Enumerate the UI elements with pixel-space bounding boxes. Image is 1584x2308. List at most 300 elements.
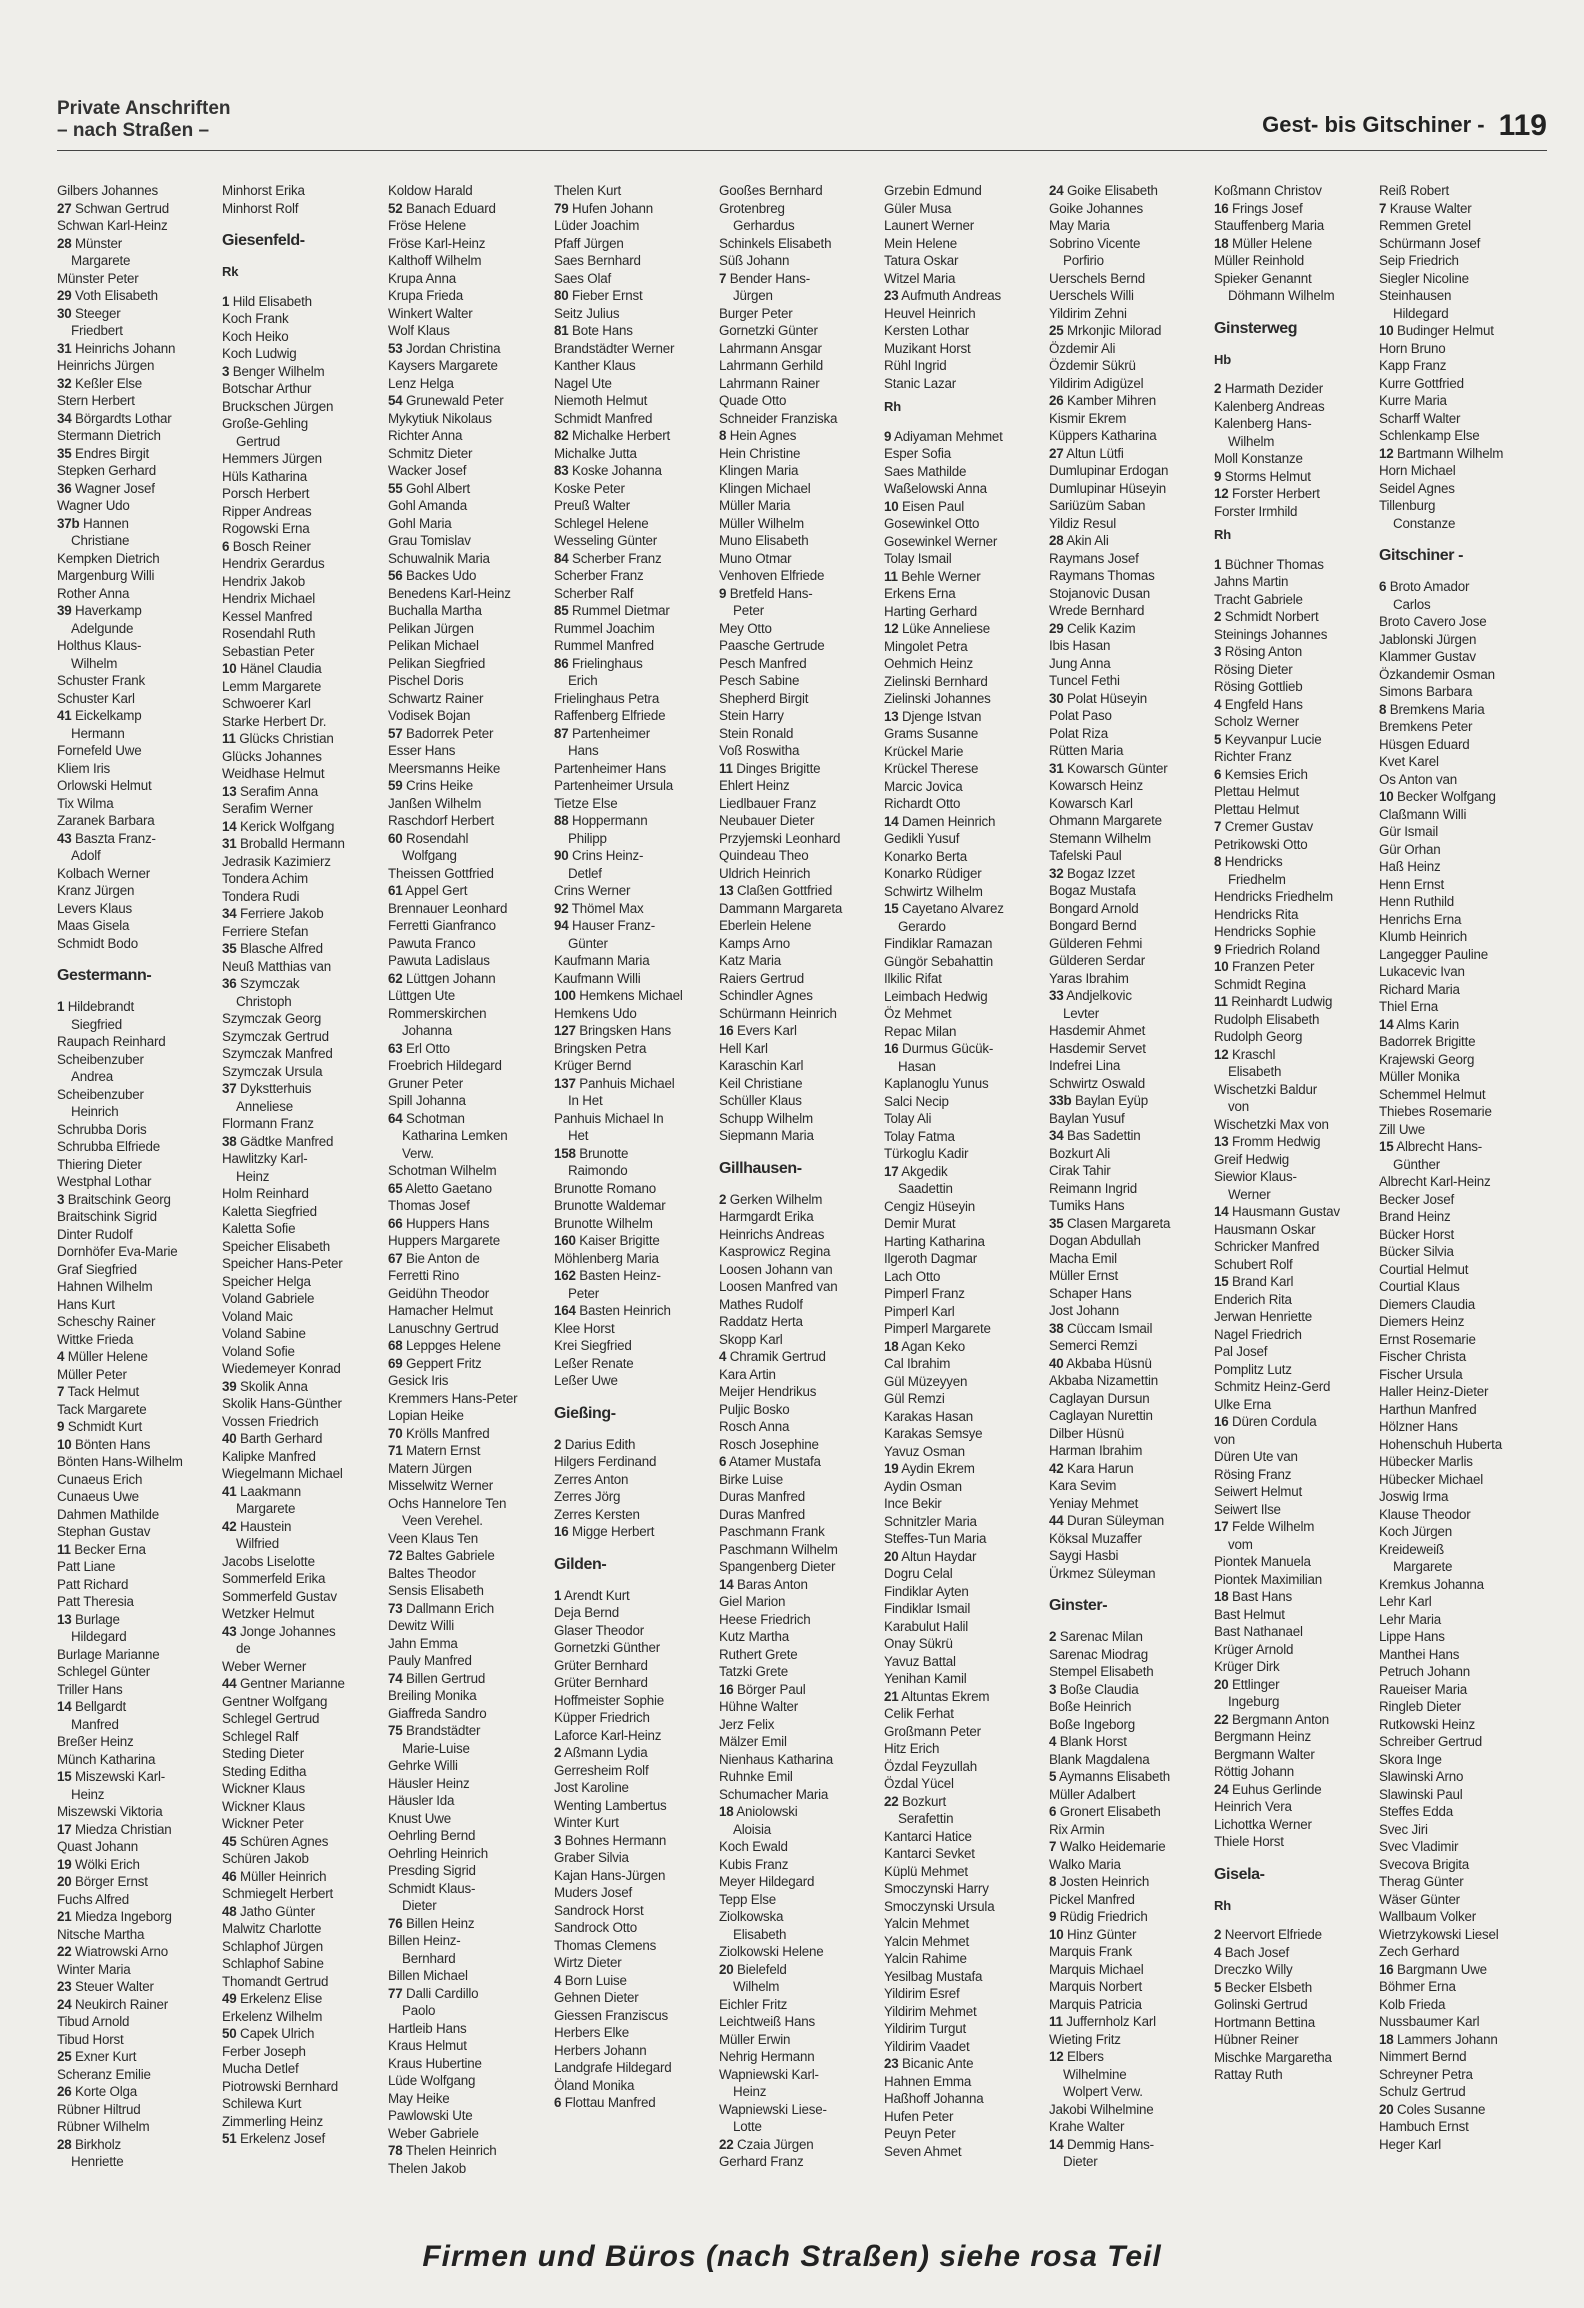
resident-name: Miedza Ingeborg <box>71 1909 172 1924</box>
resident-entry: Panhuis Michael In <box>554 1110 664 1126</box>
house-number: 32 <box>1049 865 1064 881</box>
resident-entry: Brennauer Leonhard <box>388 900 508 916</box>
resident-entry: Wacker Josef <box>388 463 467 478</box>
resident-name: Blasche Alfred <box>236 941 323 956</box>
resident-entry: Onay Sükrü <box>884 1636 953 1651</box>
resident-entry: Katz Maria <box>719 953 781 968</box>
entry-continuation: Saadettin <box>898 1181 953 1196</box>
resident-entry: Mein Helene <box>884 235 957 251</box>
resident-entry: Cunaeus Erich <box>57 1471 143 1487</box>
house-number: 16 <box>1214 1414 1229 1429</box>
resident-entry: Stanic Lazar <box>884 375 957 391</box>
street-heading: Ginsterweg <box>1214 319 1298 337</box>
resident-entry: Kremmers Hans-Peter <box>388 1390 518 1406</box>
resident-name: Aufmuth Andreas <box>898 288 1002 303</box>
resident-entry: Partenheimer Hans <box>554 760 666 776</box>
house-number: 39 <box>222 1378 237 1394</box>
resident-entry: Holm Reinhard <box>222 1186 309 1201</box>
resident-entry: Joswig Irma <box>1379 1489 1449 1504</box>
resident-name: Aydin Ekrem <box>898 1461 975 1476</box>
resident-entry: Aydin Osman <box>884 1478 962 1494</box>
resident-name: Forster Herbert <box>1228 486 1320 501</box>
resident-entry <box>57 305 221 323</box>
house-number: 14 <box>1049 2136 1064 2152</box>
resident-entry: Kaletta Siegfried <box>222 1203 317 1219</box>
resident-entry: Scheibenzuber <box>57 1051 144 1067</box>
resident-entry: Schrubba Doris <box>57 1121 147 1137</box>
resident-entry: Thomandt Gertrud <box>222 1973 329 1989</box>
resident-name: Aßmann Lydia <box>561 1745 648 1760</box>
house-number: 14 <box>57 1699 72 1714</box>
house-number: 7 <box>719 270 727 286</box>
resident-entry: Hasdemir Ahmet <box>1049 1023 1146 1038</box>
resident-entry: Tondera Achim <box>222 871 308 886</box>
resident-entry: Simons Barbara <box>1379 684 1473 699</box>
resident-entry: Pickel Manfred <box>1049 1891 1135 1907</box>
resident-entry: Wickner Klaus <box>222 1798 305 1814</box>
resident-name: Friedrich Roland <box>1221 941 1320 957</box>
resident-entry <box>719 1022 883 1040</box>
resident-entry: Fröse Helene <box>388 218 466 233</box>
resident-entry: Holthus Klaus- <box>57 638 142 653</box>
resident-entry: Kessel Manfred <box>222 608 313 624</box>
resident-name: Miszewski Karl- <box>71 1769 166 1784</box>
resident-name: Jordan Christina <box>402 340 501 356</box>
house-number: 20 <box>719 1961 734 1977</box>
resident-name: Endres Birgit <box>71 445 150 461</box>
resident-entry <box>719 1681 883 1699</box>
resident-name: Dykstterhuis <box>236 1081 312 1096</box>
resident-entry: Güler Musa <box>884 200 952 216</box>
resident-entry: Wolf Klaus <box>388 323 450 338</box>
resident-entry <box>388 777 552 795</box>
house-number: 1 <box>1214 556 1222 572</box>
resident-entry: Veen Klaus Ten <box>388 1530 479 1546</box>
resident-entry: Hemmers Jürgen <box>222 451 322 466</box>
resident-name: Bozkurt <box>898 1793 947 1809</box>
resident-entry: Smoczynski Harry <box>884 1881 989 1896</box>
resident-entry <box>388 1425 552 1443</box>
house-number: 5 <box>1214 1979 1222 1995</box>
resident-entry: Reiß Robert <box>1379 183 1449 198</box>
street-heading: Ginster- <box>1049 1597 1108 1614</box>
resident-entry: Harman Ibrahim <box>1049 1443 1143 1458</box>
resident-entry: Haß Heinz <box>1379 859 1441 874</box>
district-code: Hb <box>1214 351 1231 367</box>
resident-entry: Benedens Karl-Heinz <box>388 585 511 601</box>
resident-entry: Zielinski Bernhard <box>884 673 988 689</box>
resident-name: Börger Ernst <box>71 1874 148 1889</box>
resident-name: Lammers Johann <box>1393 2031 1498 2047</box>
entry-continuation: Henriette <box>71 2154 124 2169</box>
resident-name: Haustein <box>236 1518 292 1534</box>
resident-entry <box>222 1080 386 1098</box>
resident-entry: Sensis Elisabeth <box>388 1583 484 1598</box>
resident-entry: Fischer Christa <box>1379 1349 1467 1364</box>
house-number: 31 <box>222 836 237 851</box>
house-number: 18 <box>1214 1589 1229 1604</box>
resident-entry <box>719 1576 883 1594</box>
resident-entry: Kismir Ekrem <box>1049 410 1127 426</box>
resident-name: Mrkonjic Milorad <box>1063 323 1162 338</box>
entry-continuation: Wolfgang <box>402 848 457 863</box>
resident-entry <box>1214 608 1378 626</box>
resident-entry: Flormann Franz <box>222 1116 314 1131</box>
resident-entry <box>884 1040 1048 1058</box>
entry-continuation: de <box>236 1641 251 1656</box>
house-number: 23 <box>884 288 899 303</box>
resident-entry <box>554 1145 718 1163</box>
house-number: 31 <box>1049 760 1064 776</box>
resident-entry: Rummel Joachim <box>554 620 655 636</box>
house-number: 3 <box>1214 644 1222 659</box>
house-number: 13 <box>57 1611 72 1627</box>
house-number: 8 <box>1379 701 1387 717</box>
resident-name: Alms Karin <box>1393 1016 1460 1032</box>
resident-entry: Horn Bruno <box>1379 340 1446 356</box>
resident-entry: Hendrix Gerardus <box>222 556 325 571</box>
resident-entry: Krajewski Georg <box>1379 1051 1475 1067</box>
house-number: 164 <box>554 1303 576 1318</box>
resident-entry <box>1049 620 1213 638</box>
entry-continuation: Katharina Lemken <box>402 1128 508 1143</box>
resident-entry: Kara Sevim <box>1049 1478 1117 1493</box>
resident-entry: Jerz Felix <box>719 1716 775 1732</box>
resident-entry <box>719 882 883 900</box>
house-number: 13 <box>719 883 734 898</box>
resident-entry: Winter Maria <box>57 1961 131 1977</box>
resident-name: Behle Werner <box>897 568 981 584</box>
resident-entry: Dogru Celal <box>884 1566 953 1581</box>
resident-entry: Kalenberg Andreas <box>1214 398 1325 414</box>
resident-entry: Sommerfeld Erika <box>222 1571 326 1586</box>
resident-entry: Rix Armin <box>1049 1821 1105 1837</box>
entry-continuation: Hildegard <box>71 1629 127 1644</box>
resident-name: Darius Edith <box>561 1436 636 1452</box>
resident-entry: Lippe Hans <box>1379 1629 1445 1644</box>
resident-entry: Jedrasik Kazimierz <box>222 853 331 869</box>
resident-entry: Raffenberg Elfriede <box>554 708 666 723</box>
resident-entry <box>1214 643 1378 661</box>
house-number: 8 <box>1049 1874 1057 1889</box>
house-number: 1 <box>57 999 65 1014</box>
page-header <box>57 98 1547 150</box>
resident-entry <box>1379 200 1543 218</box>
resident-name: Bender Hans- <box>726 270 810 286</box>
resident-entry: Peuyn Peter <box>884 2126 956 2141</box>
resident-entry <box>1049 445 1213 463</box>
resident-entry: Konarko Rüdiger <box>884 866 982 881</box>
house-number: 6 <box>222 538 230 554</box>
resident-entry: Pomplitz Lutz <box>1214 1361 1292 1377</box>
street-heading: Gillhausen- <box>719 1159 802 1177</box>
house-number: 22 <box>1214 1711 1229 1727</box>
house-number: 10 <box>884 498 899 514</box>
resident-entry <box>1379 1138 1543 1156</box>
resident-entry: Pawuta Ladislaus <box>388 953 490 968</box>
resident-name: Billen Heinz <box>402 1915 475 1931</box>
resident-entry: Muno Otmar <box>719 550 792 566</box>
resident-entry: Harting Gerhard <box>884 603 978 619</box>
resident-name: Bartmann Wilhelm <box>1393 445 1504 461</box>
house-number: 42 <box>222 1518 237 1534</box>
resident-entry: Salci Necip <box>884 1093 949 1109</box>
resident-entry: Ziolkowski Helene <box>719 1944 824 1959</box>
resident-name: Harmath Dezider <box>1221 381 1323 396</box>
resident-entry: Schmidt Bodo <box>57 935 138 951</box>
resident-entry: Bücker Horst <box>1379 1226 1454 1242</box>
resident-entry: Schubert Rolf <box>1214 1256 1293 1272</box>
house-number: 37 <box>222 1081 237 1096</box>
house-number: 17 <box>884 1163 899 1179</box>
resident-name: Koske Johanna <box>568 463 662 478</box>
resident-entry <box>1214 1711 1378 1729</box>
resident-entry: Eberlein Helene <box>719 918 812 933</box>
resident-entry <box>554 462 718 480</box>
resident-entry <box>57 1191 221 1209</box>
resident-entry: Gohl Maria <box>388 515 452 531</box>
resident-entry: Quade Otto <box>719 393 787 408</box>
resident-entry <box>57 1943 221 1961</box>
entry-continuation: Adolf <box>71 848 101 863</box>
house-number: 9 <box>1214 941 1222 957</box>
resident-entry: Paschmann Wilhelm <box>719 1541 838 1557</box>
resident-entry: Tibud Arnold <box>57 2014 130 2029</box>
entry-continuation: Margarete <box>236 1501 296 1516</box>
resident-name: Hinz Günter <box>1063 1926 1137 1942</box>
resident-name: Laakmann <box>236 1483 301 1499</box>
resident-entry: Repac Milan <box>884 1023 957 1039</box>
resident-entry <box>554 1075 718 1093</box>
resident-entry: Rosch Anna <box>719 1419 790 1434</box>
resident-name: Steuer Walter <box>71 1979 154 1994</box>
house-number: 48 <box>222 1903 237 1919</box>
resident-entry: Tietze Else <box>554 795 618 811</box>
resident-entry: Boße Heinrich <box>1049 1699 1132 1714</box>
resident-entry: Braitschink Sigrid <box>57 1209 157 1224</box>
house-number: 20 <box>1214 1676 1229 1692</box>
resident-entry: Stein Ronald <box>719 725 794 741</box>
resident-entry: Richard Maria <box>1379 981 1460 997</box>
resident-entry: Waßelowski Anna <box>884 481 987 496</box>
resident-entry <box>222 1990 386 2008</box>
resident-entry: Hahnen Emma <box>884 2073 972 2089</box>
resident-name: Arendt Kurt <box>561 1587 630 1603</box>
resident-entry <box>1214 1676 1378 1694</box>
resident-entry: Demir Murat <box>884 1216 956 1231</box>
resident-entry: Schlegel Günter <box>57 1664 151 1679</box>
resident-entry <box>1214 1926 1378 1944</box>
resident-entry: Os Anton van <box>1379 771 1457 787</box>
resident-entry <box>222 1675 386 1693</box>
resident-entry <box>884 428 1048 446</box>
resident-entry <box>57 998 221 1016</box>
resident-entry: Schuwalnik Maria <box>388 550 490 566</box>
resident-entry: Tillenburg <box>1379 498 1436 513</box>
entry-continuation: Hasan <box>898 1058 936 1074</box>
resident-entry: Uldrich Heinrich <box>719 865 811 881</box>
resident-entry: Seitz Julius <box>554 305 620 321</box>
resident-entry <box>388 1250 552 1268</box>
house-number: 6 <box>1049 1804 1057 1819</box>
resident-entry <box>1214 200 1378 218</box>
resident-entry: Claßmann Willi <box>1379 806 1467 822</box>
resident-entry: Güngör Sebahattin <box>884 953 994 969</box>
entry-continuation: Bernhard <box>402 1950 456 1966</box>
resident-name: Coles Susanne <box>1393 2101 1486 2117</box>
entry-continuation: Gertrud <box>236 433 280 449</box>
resident-name: Crins Heike <box>402 778 474 793</box>
resident-entry <box>1049 1733 1213 1751</box>
resident-entry <box>1049 1873 1213 1891</box>
resident-entry <box>1049 1320 1213 1338</box>
house-number: 12 <box>1049 2049 1064 2064</box>
resident-name: Backes Udo <box>402 568 477 583</box>
resident-entry: Schreiber Gertrud <box>1379 1734 1483 1749</box>
resident-entry: Schlegel Helene <box>554 515 649 531</box>
resident-entry <box>57 1856 221 1874</box>
resident-entry: Marquis Norbert <box>1049 1979 1142 1994</box>
resident-entry: Steinhausen <box>1379 288 1452 303</box>
resident-entry: Kapp Franz <box>1379 358 1447 373</box>
resident-entry: Starke Herbert Dr. <box>222 713 327 729</box>
house-number: 1 <box>222 293 230 309</box>
resident-entry: Ulke Erna <box>1214 1396 1271 1412</box>
resident-entry: Köksal Muzaffer <box>1049 1530 1142 1546</box>
resident-entry: Wenting Lambertus <box>554 1797 667 1813</box>
house-number: 87 <box>554 725 569 741</box>
resident-entry <box>554 1523 718 1541</box>
house-number: 79 <box>554 200 569 216</box>
resident-entry: Erkens Erna <box>884 586 956 601</box>
resident-name: Bogaz Izzet <box>1063 865 1135 881</box>
resident-entry: Gülderen Serdar <box>1049 953 1145 968</box>
resident-name: Born Luise <box>561 1972 627 1988</box>
resident-entry: Heese Friedrich <box>719 1611 811 1627</box>
resident-entry: Kasprowicz Regina <box>719 1244 831 1259</box>
resident-entry: Wischetzki Baldur <box>1214 1081 1318 1097</box>
house-number: 1 <box>554 1587 562 1603</box>
resident-name: Rösing Anton <box>1221 644 1303 659</box>
resident-entry: Venhoven Elfriede <box>719 568 825 583</box>
resident-entry: Grotenbreg <box>719 200 785 216</box>
resident-name: Damen Heinrich <box>898 813 996 829</box>
resident-entry: Scheibenzuber <box>57 1086 144 1102</box>
resident-name: Aletto Gaetano <box>402 1180 492 1196</box>
resident-name: Keyvanpur Lucie <box>1221 731 1322 747</box>
resident-entry: Weidhase Helmut <box>222 766 325 781</box>
resident-name: Bargmann Uwe <box>1393 1961 1487 1977</box>
resident-entry: Diemers Claudia <box>1379 1296 1475 1312</box>
resident-entry <box>884 708 1048 726</box>
resident-entry: Skora Inge <box>1379 1751 1442 1767</box>
entry-continuation: Anneliese <box>236 1098 294 1114</box>
resident-entry: Rudolph Elisabeth <box>1214 1011 1320 1027</box>
resident-entry: Ziolkowska <box>719 1909 784 1924</box>
resident-name: Hausmann Gustav <box>1228 1204 1340 1219</box>
resident-entry: Billen Michael <box>388 1968 468 1983</box>
resident-entry: Malwitz Charlotte <box>222 1921 322 1936</box>
resident-entry: Schmitz Dieter <box>388 445 473 461</box>
district-code: Rh <box>884 399 901 414</box>
resident-entry: Yavuz Battal <box>884 1653 956 1669</box>
resident-entry <box>884 287 1048 305</box>
resident-entry: Özdemir Ali <box>1049 340 1116 356</box>
resident-entry: Yesilbag Mustafa <box>884 1968 983 1984</box>
resident-entry: Laforce Karl-Heinz <box>554 1727 662 1743</box>
resident-entry <box>388 970 552 988</box>
resident-name: Durmus Gücük- <box>898 1041 994 1056</box>
resident-entry <box>554 2094 718 2112</box>
resident-entry: Hübner Reiner <box>1214 2032 1299 2047</box>
resident-entry: Tatzki Grete <box>719 1664 789 1679</box>
resident-entry <box>222 660 386 678</box>
entry-continuation: Elisabeth <box>733 1926 787 1942</box>
house-number: 8 <box>719 428 727 443</box>
house-number: 2 <box>1214 1927 1222 1942</box>
resident-name: Wiatrowski Arno <box>71 1944 169 1959</box>
resident-entry: Yenihan Kamil <box>884 1671 967 1686</box>
resident-entry: Kaletta Sofie <box>222 1221 296 1236</box>
resident-name: Gentner Marianne <box>236 1676 345 1691</box>
resident-name: Hannen <box>79 515 129 531</box>
resident-entry: Raiers Gertrud <box>719 970 805 986</box>
resident-entry: Patt Richard <box>57 1576 129 1592</box>
entry-continuation: Heinrich <box>71 1104 119 1119</box>
resident-entry <box>57 602 221 620</box>
house-number: 23 <box>884 2056 899 2071</box>
resident-entry: Ernst Rosemarie <box>1379 1331 1476 1347</box>
resident-entry: Schotman Wilhelm <box>388 1163 497 1178</box>
resident-entry: Burger Peter <box>719 305 793 321</box>
resident-entry: Fischer Ursula <box>1379 1366 1463 1382</box>
resident-entry <box>57 1611 221 1629</box>
resident-entry: Westphal Lothar <box>57 1174 152 1189</box>
resident-entry <box>57 375 221 393</box>
house-number: 51 <box>222 2131 237 2146</box>
resident-entry: Baltes Theodor <box>388 1565 476 1581</box>
resident-entry: Zech Gerhard <box>1379 1944 1460 1959</box>
resident-entry <box>222 818 386 836</box>
house-number: 83 <box>554 463 569 478</box>
resident-name: Brandstädter <box>402 1723 481 1738</box>
resident-entry <box>1379 578 1543 596</box>
house-number: 64 <box>388 1110 403 1126</box>
house-number: 5 <box>1049 1769 1057 1784</box>
house-number: 94 <box>554 918 569 933</box>
entry-continuation: Veen Verehel. <box>402 1513 483 1528</box>
street-heading: Gisela- <box>1214 1865 1265 1883</box>
resident-entry: Yildirim Adigüzel <box>1049 375 1144 391</box>
house-number: 2 <box>1214 381 1222 396</box>
house-number: 16 <box>1379 1961 1394 1977</box>
resident-entry: Giel Marion <box>719 1594 786 1609</box>
resident-entry: Uerschels Bernd <box>1049 270 1145 286</box>
resident-entry <box>554 725 718 743</box>
entry-continuation: Levter <box>1063 1005 1100 1021</box>
resident-name: Müller Heinrich <box>236 1868 327 1884</box>
resident-entry: Ibis Hasan <box>1049 638 1111 653</box>
resident-name: Clasen Margareta <box>1063 1215 1171 1231</box>
resident-entry: Leßer Renate <box>554 1355 634 1371</box>
resident-entry: Hawlitzky Karl- <box>222 1151 308 1166</box>
resident-entry: Öland Monika <box>554 2077 635 2093</box>
resident-entry: Crins Werner <box>554 883 631 898</box>
resident-entry: Seiwert Ilse <box>1214 1501 1281 1517</box>
resident-entry: Hans Kurt <box>57 1296 115 1312</box>
resident-entry <box>554 655 718 673</box>
resident-entry: Thelen Jakob <box>388 2160 466 2176</box>
